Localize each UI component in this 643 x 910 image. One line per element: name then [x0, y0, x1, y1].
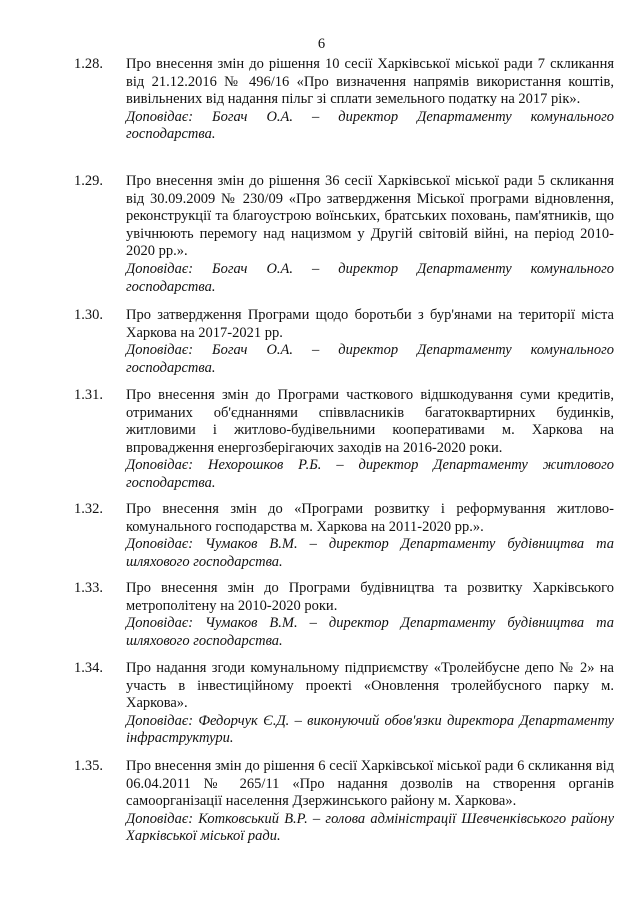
item-text: Про внесення змін до «Програми розвитку і реформування житлово-комунального господарства м. Харкова на 2011-2020 рр.».	[126, 501, 614, 535]
item-body	[126, 307, 614, 377]
item-body	[126, 387, 614, 493]
item-text: Про внесення змін до Програми будівництва та розвитку Харківського метрополітену на 2010-2020 роки.	[126, 580, 614, 614]
item-text: Про внесення змін до Програми часткового відшкодування суми кредитів, отриманих об'єднаннями співвласників багатоквартирних будинків, житловими і житлово-будівельними кооперативами м. Харкова на впровадження енергозберігаючих заходів на 2016-2020 роки.	[126, 387, 614, 456]
item-speaker: Доповідає: Чумаков В.М. – директор Департаменту будівництва та шляхового господарства.	[126, 536, 614, 570]
item-speaker: Доповідає: Федорчук Є.Д. – виконуючий обов'язки директора Департаменту інфраструктури.	[126, 712, 614, 747]
item-number: 1.33.	[74, 580, 103, 596]
item-text: Про внесення змін до рішення 36 сесії Харківської міської ради 5 скликання від 30.09.2009 № 230/09 «Про затвердження Міської програми відновлення, реконструкції та благоустрою воїнських, братських поховань, пам'ятників, що увічнюють перемогу над нацизмом у Другій світовій війні, на період 2010-2020 рр.».	[126, 173, 614, 260]
item-speaker: Доповідає: Нехорошков Р.Б. – директор Департаменту житлового господарства.	[126, 457, 614, 491]
page-number: 6	[317, 36, 326, 52]
item-text: Про внесення змін до рішення 6 сесії Харківської міської ради 6 скликання від 06.04.2011 № 265/11 «Про надання дозволів на створення органів самоорганізації населення Дзержинського району м. Харкова».	[126, 758, 614, 810]
item-body	[126, 56, 614, 144]
item-speaker: Доповідає: Богач О.А. – директор Департаменту комунального господарства.	[126, 342, 614, 376]
item-number: 1.28.	[74, 56, 103, 72]
item-speaker: Доповідає: Чумаков В.М. – директор Департаменту будівництва та шляхового господарства.	[126, 615, 614, 649]
item-speaker: Доповідає: Богач О.А. – директор Департаменту комунального господарства.	[126, 260, 614, 295]
item-text: Про внесення змін до рішення 10 сесії Харківської міської ради 7 скликання від 21.12.2016 № 496/16 «Про визначення напрямів використання коштів, вивільнених від надання пільг зі сплати земельного податку на 2017 рік».	[126, 56, 614, 108]
item-text: Про надання згоди комунальному підприємству «Тролейбусне депо № 2» на участь в інвестиційному проекті «Оновлення тролейбусного парку м. Харкова».	[126, 660, 614, 712]
item-number: 1.31.	[74, 387, 103, 403]
item-body	[126, 580, 614, 650]
item-text: Про затвердження Програми щодо боротьби з бур'янами на території міста Харкова на 2017-2021 рр.	[126, 307, 614, 341]
item-number: 1.34.	[74, 660, 103, 676]
item-number: 1.35.	[74, 758, 103, 774]
item-speaker: Доповідає: Богач О.А. – директор Департаменту комунального господарства.	[126, 108, 614, 143]
item-body	[126, 501, 614, 571]
item-number: 1.29.	[74, 173, 103, 189]
item-number: 1.30.	[74, 307, 103, 323]
item-body	[126, 173, 614, 296]
item-body	[126, 758, 614, 846]
item-body	[126, 660, 614, 748]
item-speaker: Доповідає: Котковський В.Р. – голова адміністрації Шевченківського району Харківської міської ради.	[126, 810, 614, 845]
item-number: 1.32.	[74, 501, 103, 517]
